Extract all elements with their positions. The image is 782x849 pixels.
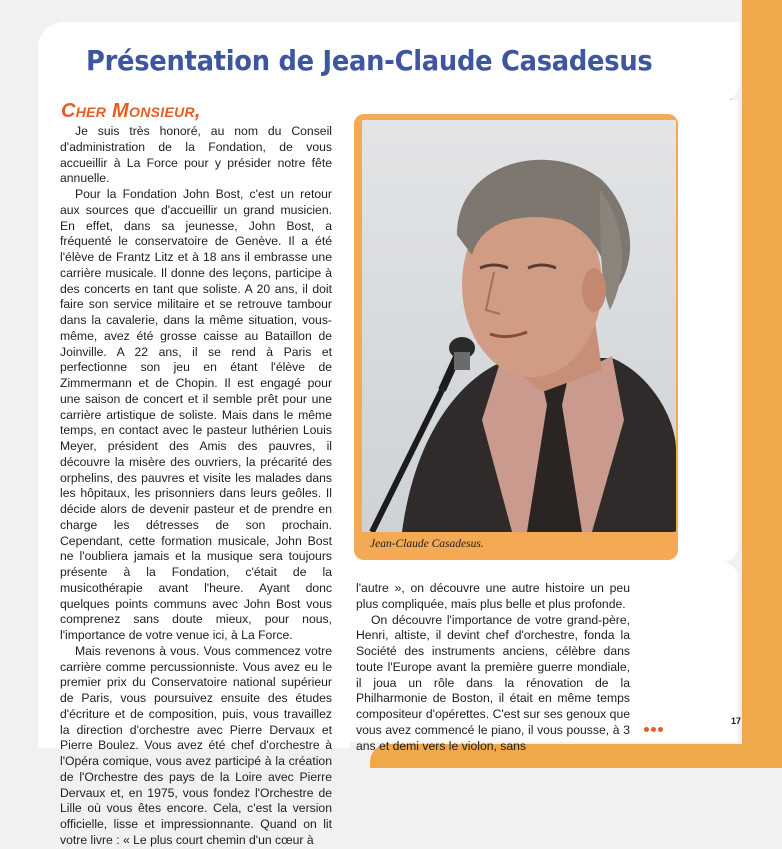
- paragraph: Pour la Fondation John Bost, c'est un retour aux sources que d'accueillir un grand musicien. En effet, dans sa jeunesse, John Bost, a fréquenté le conservatoire de Genève. Il a été l'élève de Frantz Litz et à 18 ans il embrasse une carrière musicale. Il donne des leçons, participe à des concerts en tant que soliste. A 20 ans, il doit faire son service militaire et se retrouve tambour dans la cavalerie, dans la même situation, vous-même, avez été grosse caisse au Bataillon de Joinville. A 22 ans, il se rend à Paris et perfectionne son jeu en étant l'élève de Zimmermann et de Chopin. Il est engagé pour une saison de concert et il semble prêt pour une carrière artistique de soliste. Mais dans le même temps, en contact avec le pasteur luthérien Louis Meyer, président des Amis des pauvres, il découvre la misère des ouvriers, la précarité des orphelins, des pauvres et visite les malades dans les hôpitaux, les prisonniers dans leurs geôles. Il décide alors de devenir pasteur et de prendre en charge les détresses de son prochain. Cependant, cette formation musicale, John Bost ne l'oubliera jamais et la musique sera toujours présente à la Fondation, c'était de la musicothérapie avant l'heure. Ayant donc quelques points communs avec John Bost vous comprenez sans doute mieux, pour nous, l'importance de votre venue ici, à La Force.: [60, 187, 332, 642]
- page-title: Présentation de Jean-Claude Casadesus: [86, 44, 653, 77]
- paragraph: l'autre », on découvre une autre histoire un peu plus compliquée, mais plus belle et plus profonde.: [356, 581, 630, 611]
- salutation: Cher Monsieur,: [61, 100, 201, 122]
- left-text-column: [60, 124, 332, 849]
- photo-caption: Jean-Claude Casadesus.: [370, 538, 484, 550]
- continuation-dots-icon: [644, 719, 665, 737]
- orange-side-band: [742, 0, 782, 768]
- right-text-column: [356, 581, 630, 754]
- portrait-photo: [362, 120, 676, 532]
- portrait-illustration: [362, 120, 676, 532]
- paragraph: Je suis très honoré, au nom du Conseil d'administration de la Fondation, de vous accueillir à La Force pour y présider notre fête annuelle.: [60, 124, 332, 186]
- page-number: 17: [731, 716, 742, 726]
- paragraph: On découvre l'importance de votre grand-père, Henri, altiste, il devint chef d'orchestre, fonda la Société des instruments anciens, célèbre dans toute l'Europe avant la première guerre mondiale, il joua un rôle dans la rénovation de la Philharmonie de Boston, il était en même temps compositeur d'opérettes. C'est sur ses genoux que vous avez commencé le piano, il vous pousse, à 3 ans et demi vers le violon, sans: [356, 612, 630, 753]
- paragraph: Mais revenons à vous. Vous commencez votre carrière comme percussionniste. Vous avez eu le premier prix du Conservatoire national supérieur de Paris, vous poursuivez ensuite des études d'écriture et de composition, puis, vous travaillez la direction d'orchestre avec Pierre Dervaux et Pierre Boulez. Vous avez été chef d'orchestre à l'Opéra comique, vous avez participé à la création de l'Orchestre des pays de la Loire avec Pierre Dervaux et, en 1975, vous fondez l'Orchestre de Lille où vous êtes encore. Cela, c'est la version officielle, lisse et impressionnante. Quand on lit votre livre : « Le plus court chemin d'un cœur à: [60, 643, 332, 847]
